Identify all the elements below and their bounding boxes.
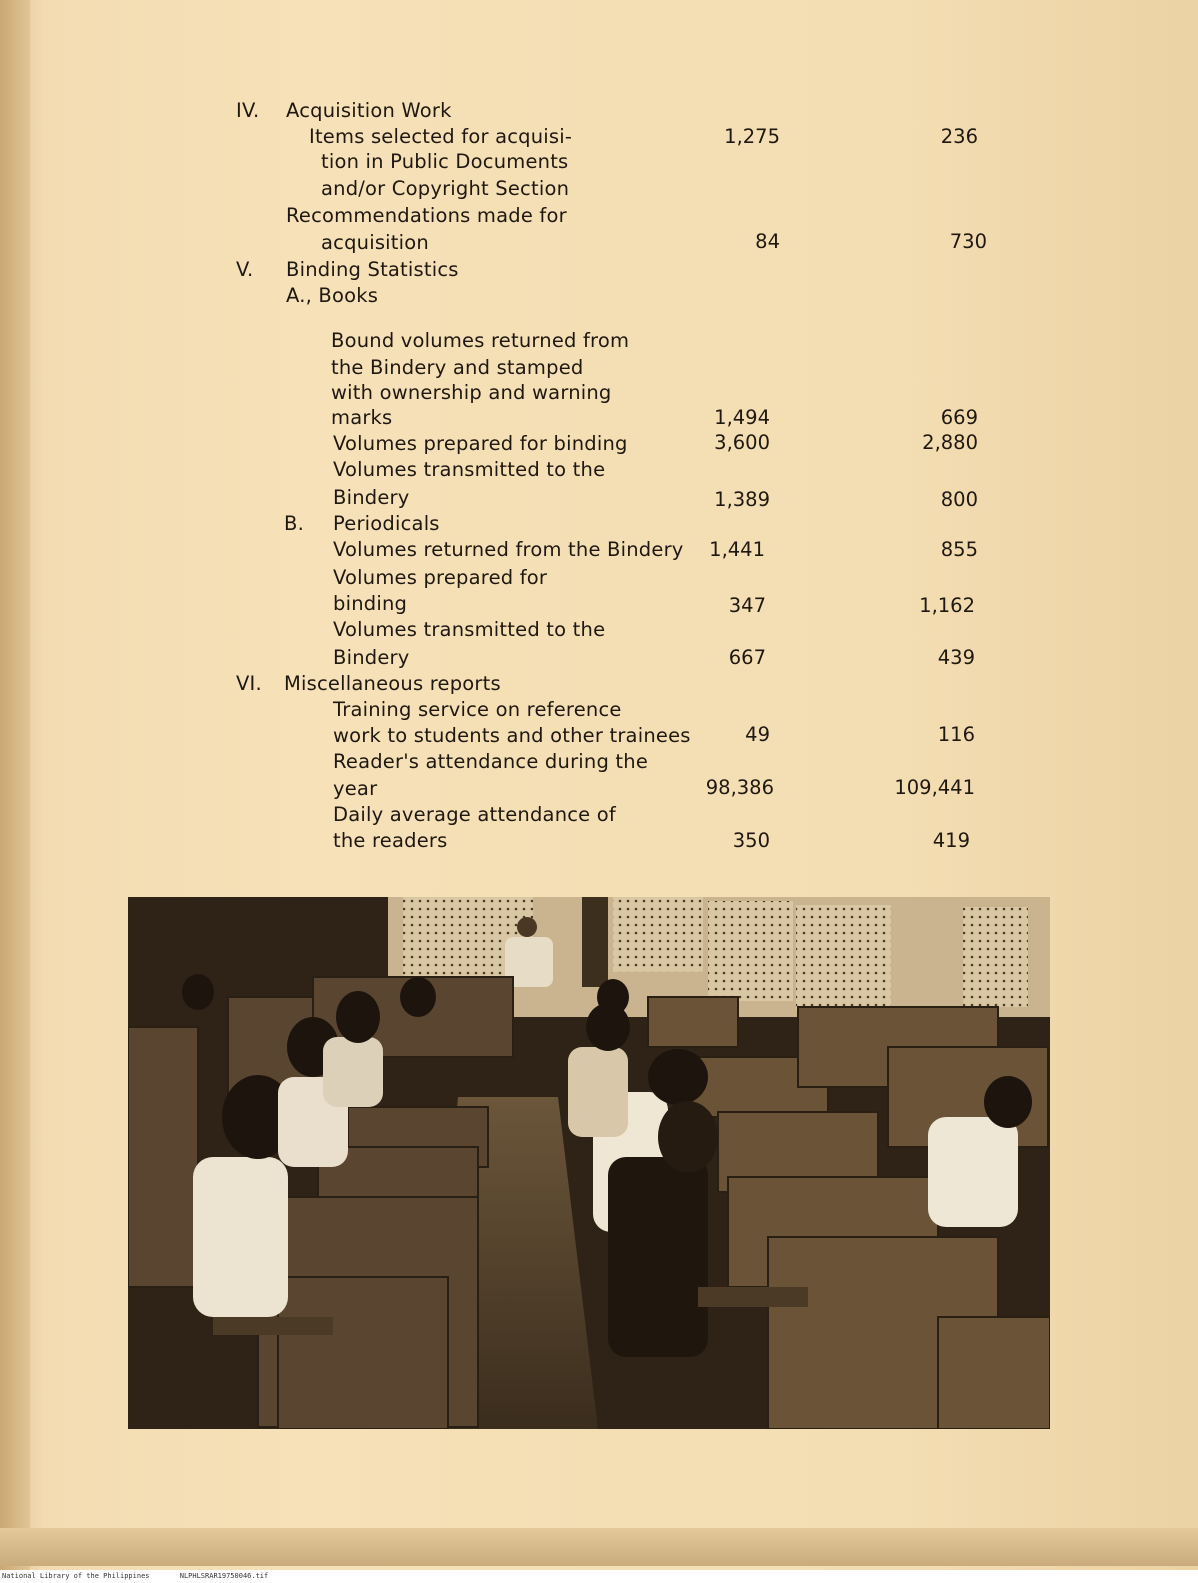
row-training-line2: work to students and other trainees — [333, 724, 691, 747]
section-iv-roman: IV. — [236, 99, 260, 122]
daily-avg-col2: 419 — [932, 829, 970, 852]
section-v-title: Binding Statistics — [286, 258, 459, 281]
bound-volumes-col2: 669 — [940, 406, 978, 429]
row-per-prepared-line1: Volumes prepared for — [333, 566, 548, 589]
per-returned-col1: 1,441 — [709, 538, 765, 561]
row-attendance-line1: Reader's attendance during the — [333, 750, 649, 773]
row-bound-volumes-line3: with ownership and warning — [331, 381, 612, 404]
row-daily-avg-line1: Daily average attendance of — [333, 803, 616, 826]
training-col2: 116 — [937, 723, 975, 746]
per-transmitted-col1: 667 — [728, 646, 766, 669]
section-v-periodicals-letter: B. — [284, 512, 304, 535]
row-per-returned-line1: Volumes returned from the Bindery — [333, 538, 684, 561]
books-transmitted-col1: 1,389 — [714, 488, 770, 511]
row-bound-volumes-line4: marks — [331, 406, 393, 429]
row-daily-avg-line2: the readers — [333, 829, 448, 852]
row-per-transmitted-line2: Bindery — [333, 646, 410, 669]
per-prepared-col2: 1,162 — [919, 594, 975, 617]
training-col1: 49 — [745, 723, 770, 746]
row-recommendations-line1: Recommendations made for — [286, 204, 567, 227]
section-v-books-heading: A., Books — [286, 284, 379, 307]
books-prepared-col1: 3,600 — [714, 431, 770, 454]
row-items-selected-line2: tion in Public Documents — [321, 150, 569, 173]
row-books-transmitted-line2: Bindery — [333, 486, 410, 509]
row-recommendations-line2: acquisition — [321, 231, 429, 254]
section-iv-title: Acquisition Work — [286, 99, 452, 122]
daily-avg-col1: 350 — [732, 829, 770, 852]
footer-file: NLPHLSRAR19750046.tif — [179, 1572, 269, 1580]
page-bottom-edge — [0, 1528, 1198, 1566]
per-transmitted-col2: 439 — [937, 646, 975, 669]
row-books-prepared-line1: Volumes prepared for binding — [333, 432, 628, 455]
bound-volumes-col1: 1,494 — [714, 406, 770, 429]
row-per-transmitted-line1: Volumes transmitted to the — [333, 618, 606, 641]
per-returned-col2: 855 — [940, 538, 978, 561]
section-vi-title: Miscellaneous reports — [284, 672, 501, 695]
per-prepared-col1: 347 — [728, 594, 766, 617]
items-selected-col1: 1,275 — [724, 125, 780, 148]
row-training-line1: Training service on reference — [333, 698, 622, 721]
section-vi-roman: VI. — [236, 672, 262, 695]
section-v-periodicals-heading: Periodicals — [333, 512, 440, 535]
scan-footer — [0, 1570, 1198, 1583]
row-books-transmitted-line1: Volumes transmitted to the — [333, 458, 606, 481]
items-selected-col2: 236 — [940, 125, 978, 148]
footer-library: National Library of the Philippines — [2, 1572, 150, 1580]
attendance-col1: 98,386 — [705, 776, 774, 799]
books-prepared-col2: 2,880 — [922, 431, 978, 454]
row-items-selected-line3: and/or Copyright Section — [321, 177, 570, 200]
row-bound-volumes-line1: Bound volumes returned from — [331, 329, 630, 352]
section-v-roman: V. — [236, 258, 254, 281]
row-attendance-line2: year — [333, 777, 378, 800]
reading-room-photo — [128, 897, 1050, 1429]
recommendations-col1: 84 — [755, 230, 780, 253]
row-items-selected-line1: Items selected for acquisi- — [309, 125, 573, 148]
page-spine — [0, 0, 30, 1583]
attendance-col2: 109,441 — [894, 776, 975, 799]
row-per-prepared-line2: binding — [333, 592, 408, 615]
books-transmitted-col2: 800 — [940, 488, 978, 511]
recommendations-col2: 730 — [949, 230, 987, 253]
row-bound-volumes-line2: the Bindery and stamped — [331, 356, 584, 379]
